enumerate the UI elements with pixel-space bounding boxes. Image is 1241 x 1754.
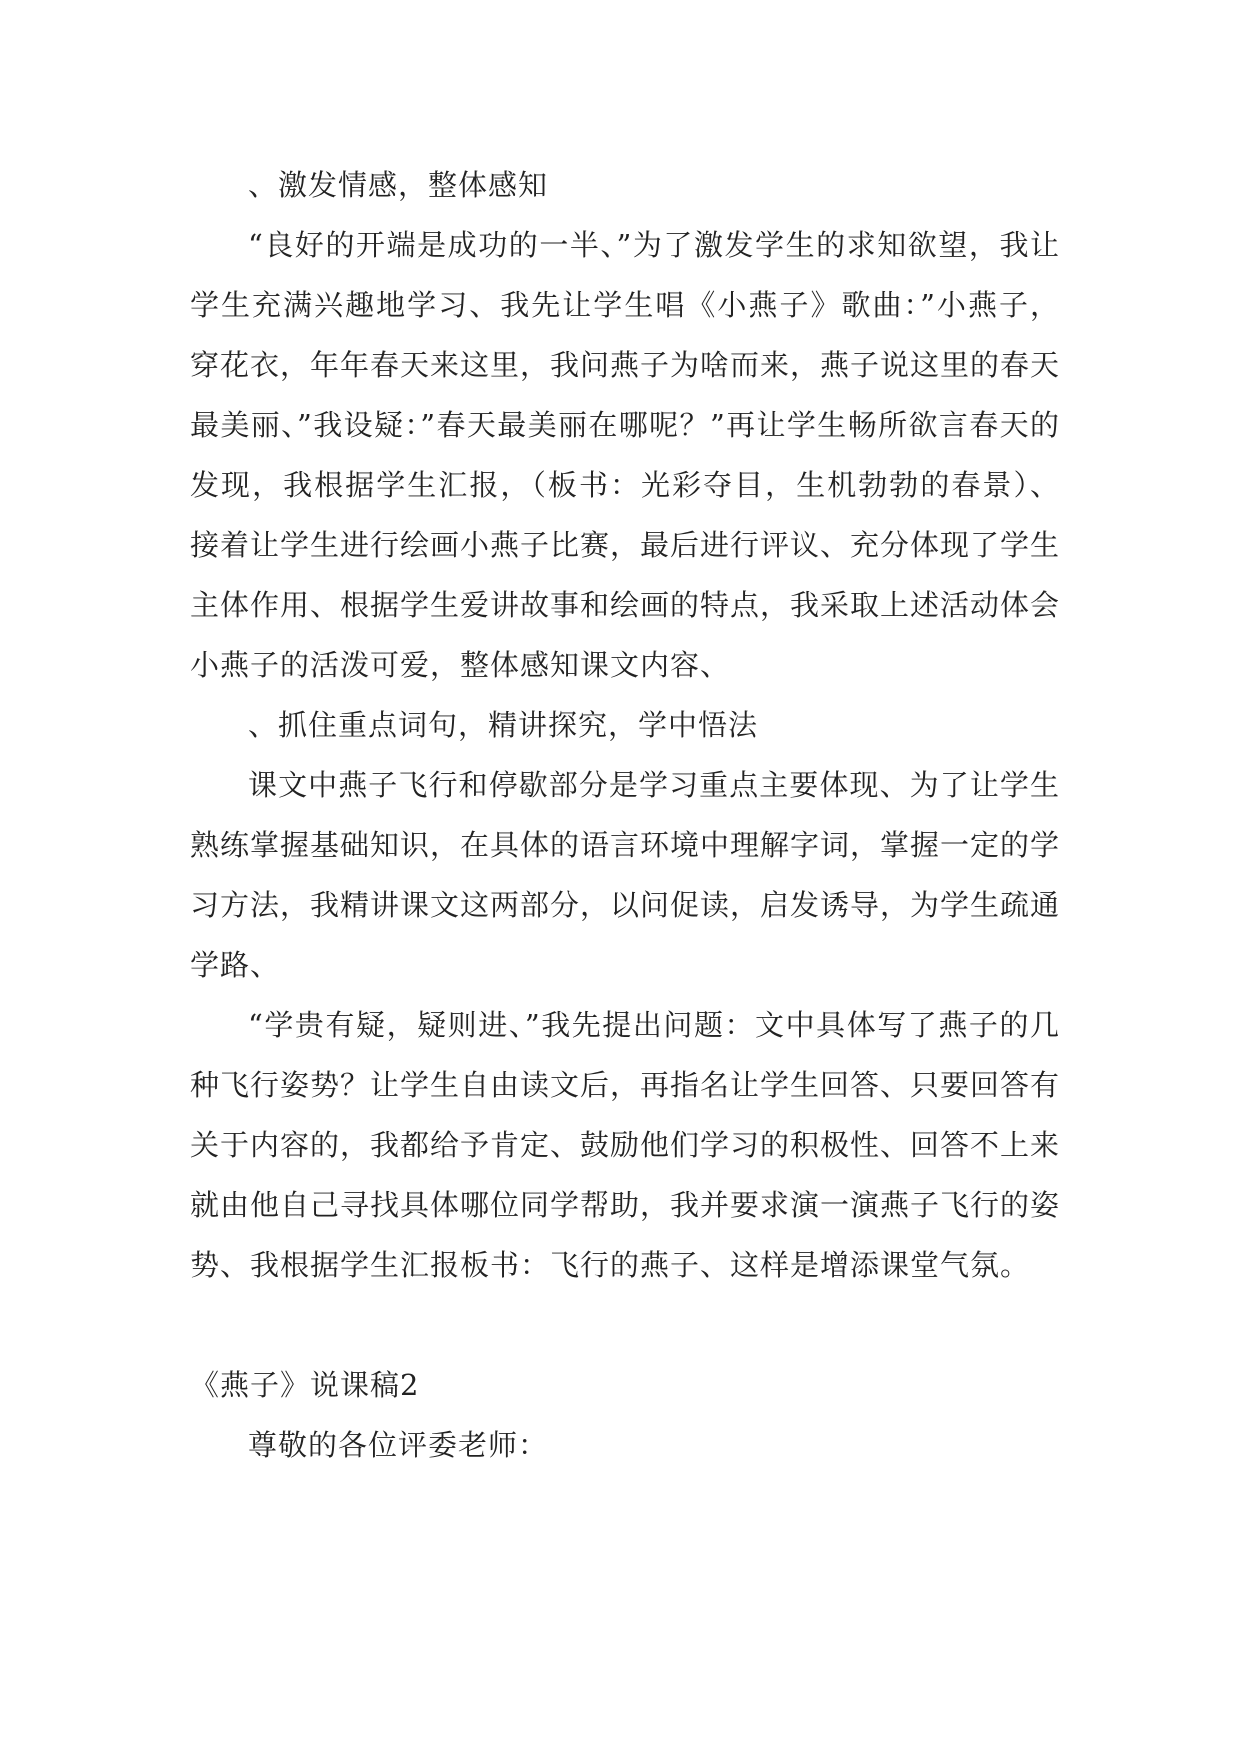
greeting: 尊敬的各位评委老师： xyxy=(248,1428,549,1462)
document-2-title: 《燕子》说课稿2 xyxy=(190,1368,420,1402)
section-heading-1: 、激发情感，整体感知 xyxy=(248,168,549,202)
paragraph-2: 课文中燕子飞行和停歇部分是学习重点主要体现、为了让学生熟练掌握基础知识，在具体的语言环境中理解字词，掌握一定的学习方法，我精讲课文这两部分，以问促读，启发诱导，为学生疏通学路、 xyxy=(190,768,1061,982)
document-body xyxy=(190,155,1060,1475)
paragraph-1: “良好的开端是成功的一半、”为了激发学生的求知欲望，我让学生充满兴趣地学习、我先让学生唱《小燕子》歌曲：”小燕子，穿花衣，年年春天来这里，我问燕子为啥而来，燕子说这里的春天最美丽、”我设疑：”春天最美丽在哪呢？”再让学生畅所欲言春天的发现，我根据学生汇报，（板书：光彩夺目，生机勃勃的春景）、接着让学生进行绘画小燕子比赛，最后进行评议、充分体现了学生主体作用、根据学生爱讲故事和绘画的特点，我采取上述活动体会小燕子的活泼可爱，整体感知课文内容、 xyxy=(190,228,1061,682)
section-heading-2: 、抓住重点词句，精讲探究，学中悟法 xyxy=(248,708,759,742)
paragraph-3: “学贵有疑，疑则进、”我先提出问题：文中具体写了燕子的几种飞行姿势？让学生自由读文后，再指名让学生回答、只要回答有关于内容的，我都给予肯定、鼓励他们学习的积极性、回答不上来就由他自己寻找具体哪位同学帮助，我并要求演一演燕子飞行的姿势、我根据学生汇报板书：飞行的燕子、这样是增添课堂气氛。 xyxy=(190,1008,1061,1282)
